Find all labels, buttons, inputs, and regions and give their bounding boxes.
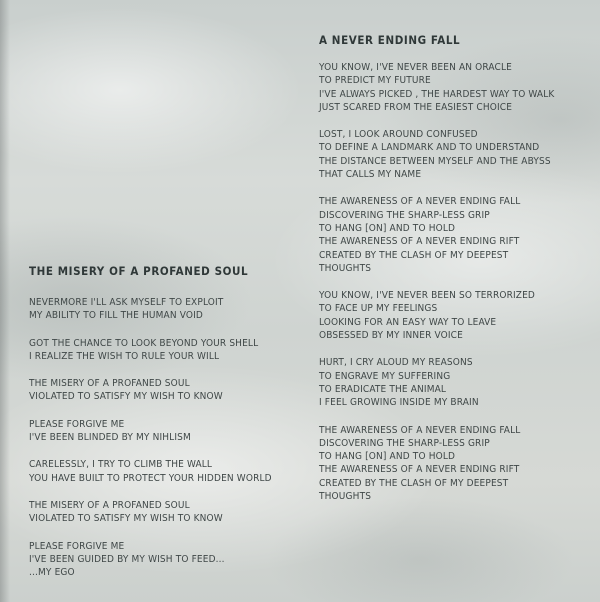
stanza	[319, 61, 579, 114]
lyric-line: HURT, I CRY ALOUD MY REASONS	[319, 357, 473, 369]
lyric-line: MY ABILITY TO FILL THE HUMAN VOID	[29, 310, 203, 322]
lyric-line: TO ENGRAVE MY SUFFERING	[319, 370, 451, 382]
lyric-line: VIOLATED TO SATISFY MY WISH TO KNOW	[29, 513, 223, 525]
stanza-list	[319, 61, 579, 503]
lyric-line: I'VE BEEN GUIDED BY MY WISH TO FEED...	[29, 553, 225, 565]
lyric-line: TO DEFINE A LANDMARK AND TO UNDERSTAND	[319, 142, 540, 154]
lyric-line: PLEASE FORGIVE ME	[29, 418, 125, 430]
lyric-line: TO ERADICATE THE ANIMAL	[319, 383, 447, 395]
lyric-line: I'VE ALWAYS PICKED , THE HARDEST WAY TO WALK	[319, 88, 555, 100]
lyric-line: THE DISTANCE BETWEEN MYSELF AND THE ABYSS	[319, 155, 551, 167]
lyric-line: THE AWARENESS OF A NEVER ENDING FALL	[319, 196, 521, 208]
lyric-line: ...MY EGO	[29, 567, 75, 579]
stanza	[29, 499, 299, 526]
booklet-fold-shadow	[0, 0, 10, 602]
stanza	[29, 337, 299, 364]
stanza	[319, 356, 579, 409]
lyric-line: LOOKING FOR AN EASY WAY TO LEAVE	[319, 316, 497, 328]
lyric-line: THE AWARENESS OF A NEVER ENDING FALL	[319, 424, 521, 436]
stanza	[319, 195, 579, 275]
lyric-line: JUST SCARED FROM THE EASIEST CHOICE	[319, 101, 513, 113]
lyric-line: I REALIZE THE WISH TO RULE YOUR WILL	[29, 350, 220, 362]
lyric-line: GOT THE CHANCE TO LOOK BEYOND YOUR SHELL	[29, 337, 259, 349]
lyric-line: CREATED BY THE CLASH OF MY DEEPEST	[319, 249, 509, 261]
lyric-line: THE AWARENESS OF A NEVER ENDING RIFT	[319, 464, 520, 476]
lyric-line: NEVERMORE I'LL ASK MYSELF TO EXPLOIT	[29, 297, 224, 308]
stanza	[29, 418, 299, 445]
lyric-line: YOU KNOW, I'VE NEVER BEEN SO TERRORIZED	[319, 290, 536, 302]
lyric-line: DISCOVERING THE SHARP-LESS GRIP	[319, 437, 490, 449]
lyric-line: THE MISERY OF A PROFANED SOUL	[29, 499, 190, 511]
lyric-line: YOU KNOW, I'VE NEVER BEEN AN ORACLE	[319, 62, 512, 73]
stanza	[29, 296, 299, 323]
lyric-line: I FEEL GROWING INSIDE MY BRAIN	[319, 397, 479, 409]
lyric-line: THOUGHTS	[319, 262, 372, 274]
stanza	[29, 458, 299, 485]
lyric-line: TO HANG [ON] AND TO HOLD	[319, 222, 456, 234]
song-title: THE MISERY OF A PROFANED SOUL	[29, 264, 249, 278]
stanza	[29, 377, 299, 404]
lyrics-column-never-ending-fall	[319, 33, 579, 517]
lyric-line: I'VE BEEN BLINDED BY MY NIHLISM	[29, 432, 191, 444]
lyric-line: CARELESSLY, I TRY TO CLIMB THE WALL	[29, 459, 213, 471]
stanza	[319, 289, 579, 342]
lyric-line: PLEASE FORGIVE ME	[29, 540, 125, 552]
lyric-line: THE AWARENESS OF A NEVER ENDING RIFT	[319, 236, 520, 248]
lyric-line: TO PREDICT MY FUTURE	[319, 75, 431, 87]
lyric-line: TO FACE UP MY FEELINGS	[319, 303, 438, 315]
lyric-line: YOU HAVE BUILT TO PROTECT YOUR HIDDEN WORLD	[29, 472, 272, 484]
lyric-line: THAT CALLS MY NAME	[319, 169, 422, 181]
lyric-line: VIOLATED TO SATISFY MY WISH TO KNOW	[29, 391, 223, 403]
lyric-line: THOUGHTS	[319, 491, 372, 503]
lyric-line: CREATED BY THE CLASH OF MY DEEPEST	[319, 477, 509, 489]
lyric-line: THE MISERY OF A PROFANED SOUL	[29, 378, 190, 390]
lyric-line: DISCOVERING THE SHARP-LESS GRIP	[319, 209, 490, 221]
stanza	[29, 540, 299, 580]
lyrics-column-misery	[29, 264, 299, 593]
stanza	[319, 424, 579, 504]
song-title: A NEVER ENDING FALL	[319, 33, 461, 47]
lyric-line: LOST, I LOOK AROUND CONFUSED	[319, 129, 478, 141]
lyric-line: TO HANG [ON] AND TO HOLD	[319, 451, 456, 463]
lyric-line: OBSESSED BY MY INNER VOICE	[319, 330, 463, 342]
stanza	[319, 128, 579, 181]
stanza-list	[29, 296, 299, 579]
